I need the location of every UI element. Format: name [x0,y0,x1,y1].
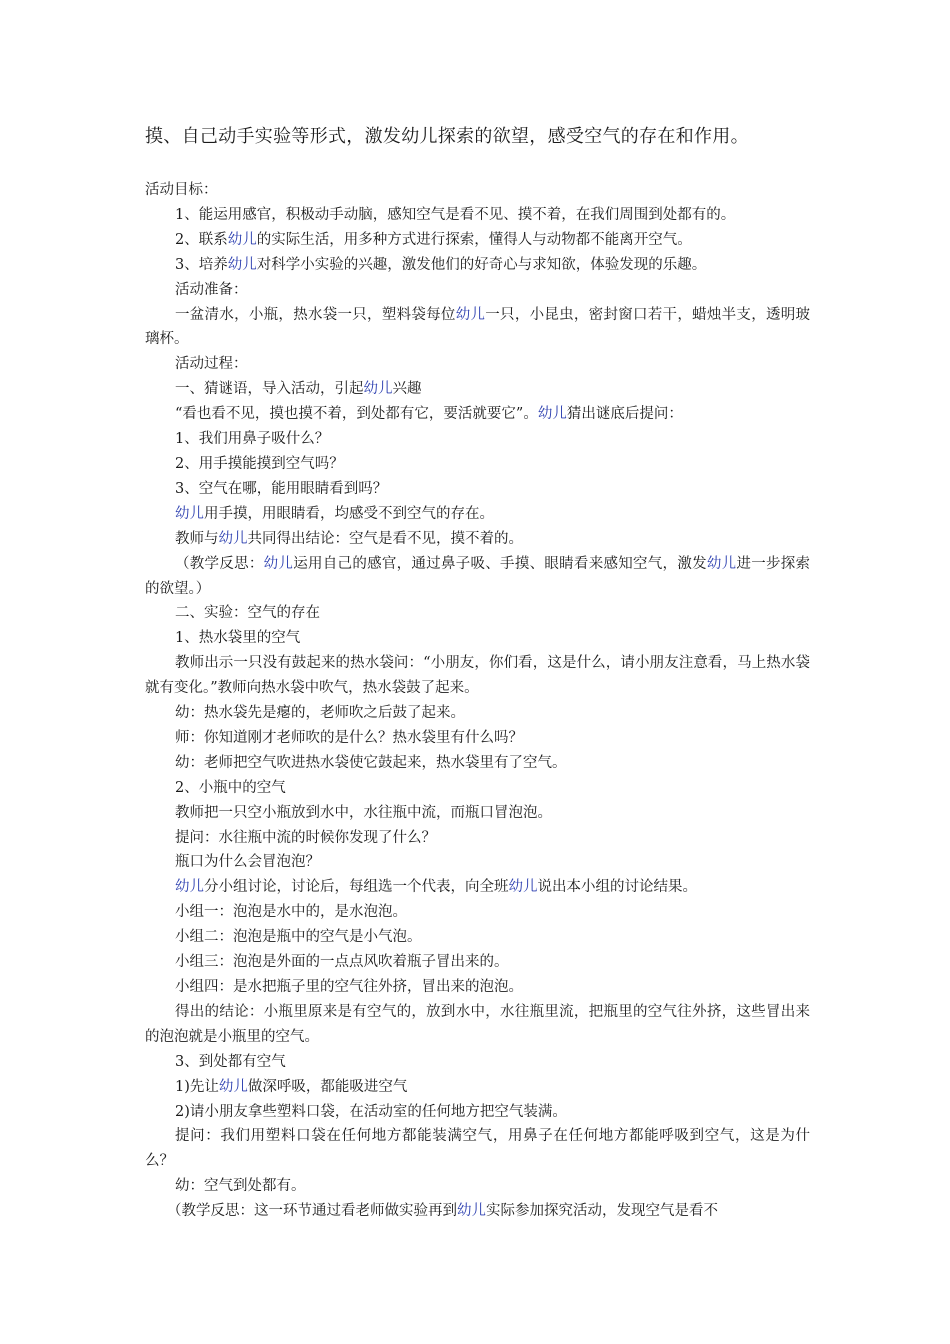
text-segment: （教学反思：这一环节通过看老师做实验再到 [167,1203,457,1220]
text-segment: 一盆清水，小瓶，热水袋一只，塑料袋每位 [175,306,456,323]
text-segment: 说出本小组的讨论结果。 [537,879,697,896]
text-segment: 活动目标： [145,182,218,198]
text-segment: 一只，小昆虫，密封窗口若干，蜡烛半支，透明玻璃杯。 [145,306,811,348]
text-segment: 用手摸，用眼睛看，均感受不到空气的存在。 [204,505,494,522]
keyword-highlight: 幼儿 [227,231,257,248]
group-3 [145,950,810,975]
exp-2-q2 [145,850,810,875]
text-segment: 兴趣 [392,381,422,398]
exp-2-conclusion [145,1000,810,1050]
text-segment: 教师出示一只没有鼓起来的热水袋问：“小朋友，你们看，这是什么，请小朋友注意看，马上热水袋就有变化。”教师向热水袋中吹气，热水袋鼓了起来。 [145,655,810,697]
text-segment: 3、空气在哪，能用眼睛看到吗？ [175,480,388,497]
exp-1-q [145,726,810,751]
text-segment: 共同得出结论：空气是看不见，摸不着的。 [247,530,523,547]
group-4 [145,975,810,1000]
text-segment: 小组二：泡泡是瓶中的空气是小气泡。 [175,929,422,946]
process-heading [145,352,810,377]
text-segment: 的实际生活，用多种方式进行探索，懂得人与动物都不能离开空气。 [256,231,692,248]
keyword-highlight: 幼儿 [706,555,737,572]
text-segment: 幼：空气到处都有。 [175,1178,306,1195]
keyword-highlight: 幼儿 [457,1203,486,1220]
goal-1 [145,203,810,228]
reflection-1 [145,552,810,602]
text-segment: 1、我们用鼻子吸什么？ [175,431,330,448]
text-segment: 师：你知道刚才老师吹的是什么？热水袋里有什么吗？ [175,729,523,746]
riddle [145,402,810,427]
conclusion-1 [145,527,810,552]
q-2 [145,452,810,477]
text-segment: 教师把一只空小瓶放到水中，水往瓶中流，而瓶口冒泡泡。 [175,804,552,821]
exp-1-a1 [145,701,810,726]
intro-line: 摸、自己动手实验等形式，激发幼儿探索的欲望，感受空气的存在和作用。 [145,126,749,147]
keyword-highlight: 幼儿 [537,406,567,423]
text-segment: 2、小瓶中的空气 [175,779,286,796]
keyword-highlight: 幼儿 [363,381,393,398]
text-segment: 运用自己的感官，通过鼻子吸、手摸、眼睛看来感知空气，激发 [293,555,707,572]
keyword-highlight: 幼儿 [175,879,204,896]
kids-feel [145,502,810,527]
reflection-2 [145,1199,810,1224]
exp-3-a [145,1174,810,1199]
group-1 [145,900,810,925]
text-segment: 3、培养 [175,256,228,273]
text-segment: 活动准备： [175,281,248,298]
goal-3 [145,253,810,278]
text-segment: 提问：水往瓶中流的时候你发现了什么？ [175,829,436,846]
exp-2-discuss [145,875,810,900]
prep-text [145,303,810,353]
text-segment: 提问：我们用塑料口袋在任何地方都能装满空气，用鼻子在任何地方都能呼吸到空气，这是为什么？ [145,1128,810,1170]
step-1-title [145,377,810,402]
q-1 [145,427,810,452]
exp-1-a2 [145,751,810,776]
exp-3-title [145,1050,810,1075]
exp-1-text [145,651,810,701]
text-segment: 实际参加探究活动，发现空气是看不 [486,1203,718,1220]
step-2-title [145,601,810,626]
exp-3-q [145,1124,810,1174]
text-segment: 1)先让 [175,1078,219,1095]
text-segment: 3、到处都有空气 [175,1053,286,1070]
keyword-highlight: 幼儿 [455,306,486,323]
text-segment: “看也看不见，摸也摸不着，到处都有它，要活就要它”。 [175,406,538,423]
text-segment: 对科学小实验的兴趣，激发他们的好奇心与求知欲，体验发现的乐趣。 [256,256,707,273]
text-segment: （教学反思： [175,555,264,572]
text-segment: 幼：老师把空气吹进热水袋使它鼓起来，热水袋里有了空气。 [175,754,567,771]
exp-3-1 [145,1075,810,1100]
keyword-highlight: 幼儿 [218,530,248,547]
keyword-highlight: 幼儿 [263,555,294,572]
text-segment: 幼：热水袋先是瘪的，老师吹之后鼓了起来。 [175,705,465,722]
text-segment: 1、热水袋里的空气 [175,630,301,647]
keyword-highlight: 幼儿 [508,879,538,896]
text-segment: 分小组讨论，讨论后，每组选一个代表，向全班 [204,879,509,896]
text-segment: 教师与 [175,530,219,547]
text-segment: 一、猜谜语，导入活动，引起 [175,381,364,398]
keyword-highlight: 幼儿 [175,505,204,522]
exp-2-text [145,801,810,826]
goals-heading [145,178,810,203]
text-segment: 做深呼吸，都能吸进空气 [247,1078,408,1095]
text-segment: 猜出谜底后提问： [566,406,683,423]
text-segment: 2、联系 [175,231,228,248]
text-segment: 小组四：是水把瓶子里的空气往外挤，冒出来的泡泡。 [175,979,523,995]
document-body [145,178,810,1224]
keyword-highlight: 幼儿 [218,1078,248,1095]
text-segment: 2)请小朋友拿些塑料口袋，在活动室的任何地方把空气装满。 [175,1103,567,1120]
exp-2-title [145,776,810,801]
text-segment: 活动过程： [175,356,248,373]
prep-heading [145,278,810,303]
keyword-highlight: 幼儿 [227,256,257,273]
goal-2 [145,228,810,253]
text-segment: 瓶口为什么会冒泡泡？ [175,854,320,871]
q-3 [145,477,810,502]
text-segment: 小组一：泡泡是水中的，是水泡泡。 [175,904,407,921]
text-segment: 1、能运用感官，积极动手动脑，感知空气是看不见、摸不着，在我们周围到处都有的。 [175,206,736,223]
group-2 [145,925,810,950]
exp-1-title [145,626,810,651]
text-segment: 2、用手摸能摸到空气吗？ [175,455,344,472]
exp-3-2 [145,1100,810,1125]
text-segment: 小组三：泡泡是外面的一点点风吹着瓶子冒出来的。 [175,954,509,971]
text-segment: 进一步探索的欲望。） [145,555,811,597]
text-segment: 得出的结论：小瓶里原来是有空气的，放到水中，水往瓶里流，把瓶里的空气往外挤，这些冒出来的泡泡就是小瓶里的空气。 [145,1003,810,1045]
text-segment: 二、实验：空气的存在 [175,605,320,622]
exp-2-q1 [145,826,810,851]
